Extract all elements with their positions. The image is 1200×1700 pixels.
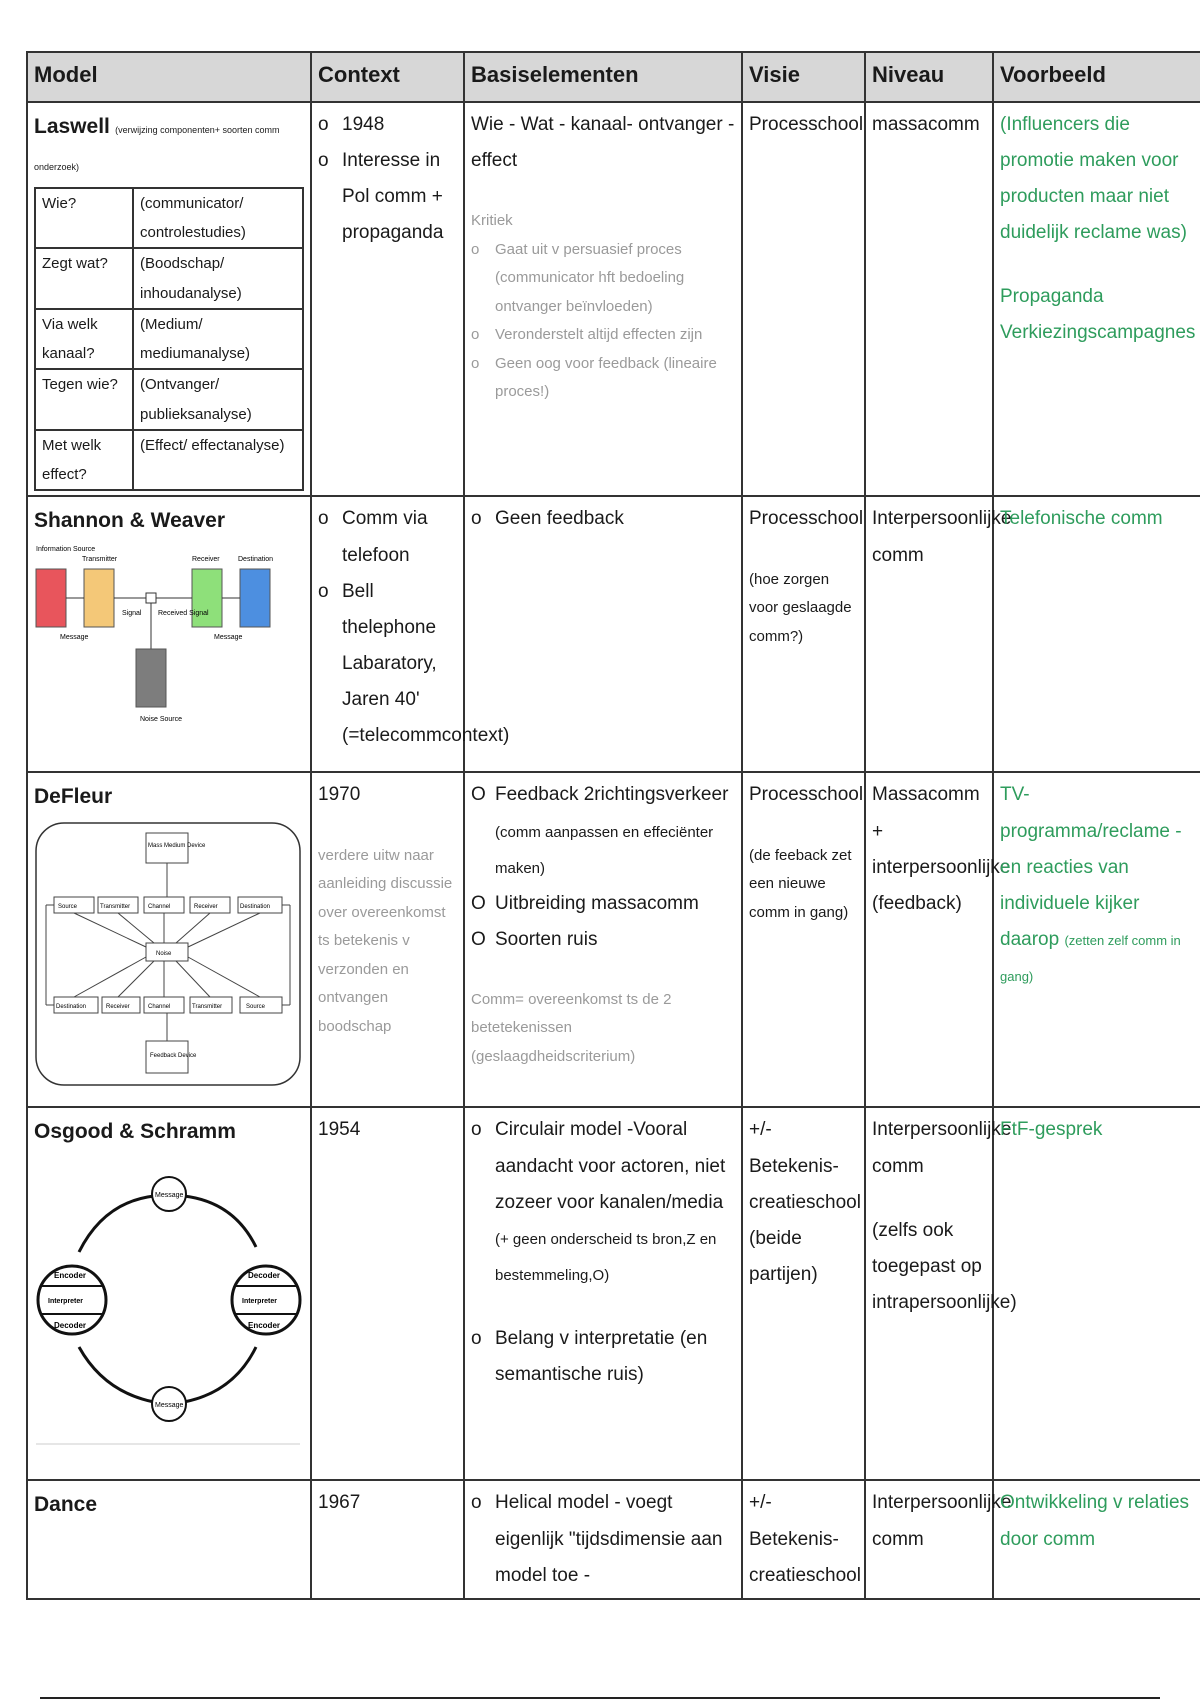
context-cell [311,496,510,772]
context-year: 1970 [318,784,361,806]
model-cell [27,772,311,1107]
diagram-label: Message [214,634,243,642]
diagram-label: Signal [122,610,142,618]
diagram-label: Mass Medium Device [148,843,206,850]
basis-sub-text: (comm aanpassen en effeciënter maken) [495,823,714,877]
basis-note: Comm= overeenkomst ts de 2 betetekenissen (geslaagdheidscriterium) [471,990,672,1065]
diagram-label: Decoder [54,1321,87,1331]
visie-cell: +/- Betekenis-creatieschool [742,1480,865,1598]
shannon-weaver-diagram [34,541,304,751]
diagram-label: Message [155,1402,184,1410]
voorbeeld-text: TV-programma/reclame - en reacties van individuele kijker daarop [1000,784,1182,950]
diagram-label: Encoder [248,1321,281,1331]
context-item: o Interesse in Pol comm + propaganda [318,143,457,251]
subtable-row [35,430,303,491]
niveau-cell: Massacomm + interpersoonlijke (feedback) [865,772,993,1107]
basis-item [471,777,735,885]
diagram-label: Transmitter [100,904,131,911]
osgood-schramm-diagram [34,1152,304,1452]
voorbeeld-cell: Telefonische comm [993,496,1200,772]
voorbeeld-text: (Influencers die promotie maken voor producten maar niet duidelijk reclame was) [1000,114,1187,244]
subtable-row [35,369,303,430]
basis-item: o Geen feedback [471,501,735,537]
voorbeeld-text: Propaganda Verkiezingscampagnes [1000,286,1196,344]
subtable-answer: (Medium/ mediumanalyse) [133,309,303,370]
context-cell [311,102,464,496]
table-row-osgood-schramm [27,1107,1200,1480]
diagram-label: Decoder [248,1271,281,1281]
niveau-cell [865,1107,1017,1480]
context-cell: 1954 [311,1107,464,1480]
defleur-diagram [34,817,304,1089]
header-visie: Visie [742,52,865,102]
cycle-arrow [184,1196,256,1247]
diagram-label: Source [246,1004,266,1011]
models-table [26,51,1200,1600]
visie-note: (hoe zorgen voor geslaagde comm?) [749,570,852,645]
transmitter-box [84,569,114,627]
basis-main-text: Feedback 2richtingsverkeer [495,784,729,806]
diagram-label: Receiver [192,556,220,564]
diagram-label: Transmitter [82,556,118,564]
basis-main: Wie - Wat - kanaal- ontvanger -effect [471,114,735,172]
subtable-answer: (Effect/ effectanalyse) [133,430,303,491]
diagram-label: Noise [156,951,172,958]
cycle-arrow [79,1196,154,1252]
document-page [26,51,1200,1600]
subtable-question: Zegt wat? [35,248,133,309]
diagram-label: Encoder [54,1271,87,1281]
receiver-box [192,569,222,627]
kritiek-item: o Gaat uit v persuasief proces (communicator hft bedoeling ontvanger beïnvloeden) [471,236,735,322]
niveau-cell: massacomm [865,102,993,496]
subtable-question: Via welk kanaal? [35,309,133,370]
model-cell [27,1107,311,1480]
subtable-row [35,188,303,249]
subtable-answer: (Boodschap/ inhoudanalyse) [133,248,303,309]
destination-box [240,569,270,627]
diagram-label: Message [60,634,89,642]
visie-cell [742,496,865,772]
subtable-question: Tegen wie? [35,369,133,430]
information-source-box [36,569,66,627]
diagram-label: Message [155,1192,184,1200]
laswell-subtable [34,187,304,492]
basis-sub-text: (+ geen onderscheid ts bron,Z en bestemmeling,O) [495,1230,717,1284]
table-row-laswell [27,102,1200,496]
voorbeeld-cell: Ontwikkeling v relaties door comm [993,1480,1200,1598]
noise-source-box [136,649,166,707]
subtable-answer: (Ontvanger/ publieksanalyse) [133,369,303,430]
context-item: o 1948 [318,107,457,143]
kritiek-item: o Geen oog voor feedback (lineaire proces!) [471,350,735,407]
model-note: (verwijzing componenten+ soorten comm onderzoek) [34,125,280,172]
diagram-label: Destination [56,1004,87,1011]
kritiek-item: o Veronderstelt altijd effecten zijn [471,321,735,350]
diagram-label: Receiver [106,1004,130,1011]
kritiek-label: Kritiek [471,212,513,230]
visie-text: Processchool [749,784,864,806]
diagram-label: Transmitter [192,1004,223,1011]
voorbeeld-cell: FtF-gesprek [993,1107,1200,1480]
niveau-cell: Interpersoonlijke comm [865,496,993,772]
table-row-defleur [27,772,1200,1107]
table-row-dance [27,1480,1200,1598]
subtable-question: Wie? [35,188,133,249]
voorbeeld-cell [993,102,1200,496]
model-cell [27,102,311,496]
model-name: Osgood & Schramm [34,1120,236,1144]
basis-main-text: Circulair model -Vooral aandacht voor actoren, niet zozeer voor kanalen/media [495,1119,726,1213]
header-basiselementen: Basiselementen [464,52,742,102]
table-row-shannon-weaver [27,496,1200,772]
niveau-note: (zelfs ook toegepast op intrapersoonlijke) [872,1219,1017,1313]
model-name: Laswell [34,115,110,138]
context-item: o Comm via telefoon [318,501,457,573]
visie-cell: Processchool [742,102,865,496]
model-cell [27,1480,311,1598]
basis-cell [464,1107,742,1480]
visie-cell [742,772,865,1107]
diagram-label: Feedback Device [150,1053,197,1060]
voorbeeld-cell [993,772,1200,1107]
context-item: o Bell thelephone Labaratory, Jaren 40' (=telecommcontext) [318,574,457,754]
model-name: Shannon & Weaver [34,509,225,533]
header-model: Model [27,52,311,102]
cycle-arrow [184,1347,256,1402]
basis-item [471,1112,735,1292]
noise-junction [146,593,156,603]
basis-item: o Helical model - voegt eigenlijk "tijdsdimensie aan model toe - [471,1485,735,1593]
diagram-label: Interpreter [48,1298,84,1306]
basis-item: O Soorten ruis [471,922,735,958]
subtable-answer: (communicator/ controlestudies) [133,188,303,249]
header-niveau: Niveau [865,52,993,102]
diagram-label: Destination [240,904,271,911]
visie-text: Processchool [749,508,864,530]
context-cell: 1967 [311,1480,464,1598]
diagram-label: Source [58,904,78,911]
voorbeeld-note: (zetten zelf comm in gang) [1000,932,1181,984]
niveau-text: Interpersoonlijke comm [872,1119,1012,1177]
diagram-label: Channel [148,904,171,911]
basis-item: o Belang v interpretatie (en semantische ruis) [471,1321,735,1393]
diagram-label: Received Signal [158,610,209,618]
header-context: Context [311,52,464,102]
diagram-label: Receiver [194,904,218,911]
visie-cell: +/- Betekenis-creatieschool (beide partijen) [742,1107,865,1480]
header-voorbeeld: Voorbeeld [993,52,1200,102]
context-note: verdere uitw naar aanleiding discussie over overeenkomst ts betekenis v verzonden en ontvangen boodschap [318,846,453,1035]
cycle-arrow [79,1347,154,1402]
basis-cell [464,102,742,496]
context-cell [311,772,464,1107]
model-name: Dance [34,1493,98,1517]
niveau-cell: Interpersoonlijke comm [865,1480,993,1598]
subtable-row [35,309,303,370]
model-name: DeFleur [34,785,113,809]
diagram-label: Channel [148,1004,171,1011]
diagram-label: Noise Source [140,716,183,724]
basis-item: O Uitbreiding massacomm [471,886,735,922]
header-row [27,52,1200,102]
diagram-label: Interpreter [242,1298,278,1306]
subtable-question: Met welk effect? [35,430,133,491]
subtable-row [35,248,303,309]
model-cell [27,496,311,772]
basis-cell [464,772,742,1107]
diagram-label: Information Source [36,546,96,554]
visie-note: (de feeback zet een nieuwe comm in gang) [749,846,852,921]
footer-line [40,1697,1160,1699]
diagram-label: Destination [238,556,274,564]
basis-cell [464,1480,742,1598]
